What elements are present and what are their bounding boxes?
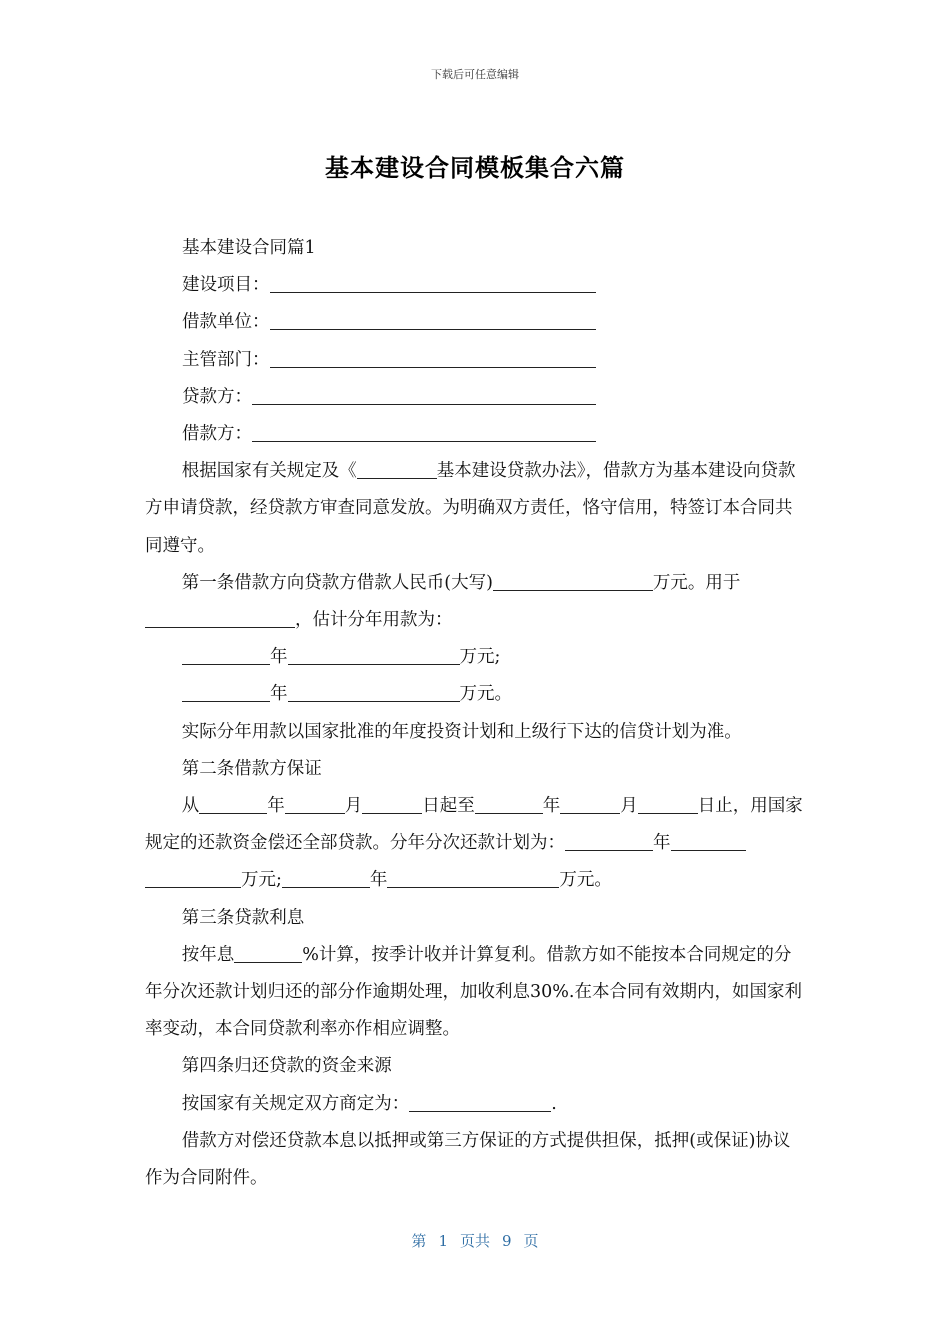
guarantee-paragraph: 借款方对偿还贷款本息以抵押或第三方保证的方式提供担保，抵押(或保证)协议作为合同附件。 <box>145 1130 791 1189</box>
intro-text: 基本建设贷款办法》，借款方为基本建设向贷款方申请贷款，经贷款方审查同意发放。为明确双方责任，恪守信用，特签订本合同共同遵守。 <box>145 461 796 556</box>
blank-line <box>671 833 746 852</box>
article-3-title: 第三条贷款利息 <box>181 907 305 928</box>
article-1-year-line-2 <box>145 676 807 713</box>
article-text: 月 <box>620 796 638 817</box>
blank-line <box>409 1093 551 1112</box>
article-text: 年 <box>369 870 388 891</box>
field-label: 主管部门： <box>182 349 270 370</box>
article-text: 按年息 <box>181 944 235 965</box>
article-text: 日起至 <box>422 796 475 817</box>
blank-line <box>362 796 422 815</box>
article-text: 按国家有关规定双方商定为： <box>181 1093 410 1114</box>
article-text: 万元。 <box>559 870 612 891</box>
blank-line <box>282 870 370 889</box>
article-text: 年 <box>542 796 561 817</box>
field-lender <box>145 379 807 416</box>
blank-line <box>285 796 345 815</box>
blank-line <box>145 870 241 889</box>
blank-line <box>270 349 596 368</box>
document-title: 基本建设合同模板集合六篇 <box>325 154 625 182</box>
article-text: 日止，用国家规定的还款资金偿还全部贷款。分年分次还款计划为： <box>145 796 803 854</box>
blank-line <box>145 610 295 629</box>
year-label: 年 <box>270 647 288 668</box>
article-1 <box>145 565 807 639</box>
blank-line <box>638 796 698 815</box>
page-label: 页 <box>523 1232 539 1250</box>
article-1-year-line-1 <box>145 639 807 676</box>
field-supervising-dept <box>145 342 807 379</box>
article-4-title: 第四条归还贷款的资金来源 <box>181 1056 392 1077</box>
blank-line <box>182 647 270 666</box>
page-label: 页共 <box>459 1232 490 1250</box>
header-note: 下载后可任意编辑 <box>431 68 519 81</box>
article-text: 年 <box>267 796 285 817</box>
blank-line <box>565 833 653 852</box>
field-construction-project <box>145 267 807 304</box>
blank-line <box>252 386 596 405</box>
article-text: 从 <box>181 796 200 817</box>
page-footer <box>0 1230 950 1251</box>
page-current: 1 <box>438 1232 448 1250</box>
article-text: 月 <box>344 796 363 817</box>
article-text: 万元。用于 <box>652 572 741 593</box>
article-text: . <box>551 1093 557 1114</box>
blank-line <box>493 572 653 591</box>
amount-unit: 万元; <box>459 647 501 668</box>
article-text: ，估计分年用款为： <box>295 610 453 631</box>
article-1-note: 实际分年用款以国家批准的年度投资计划和上级行下达的信贷计划为准。 <box>181 721 742 742</box>
blank-line <box>270 312 596 331</box>
intro-text: 根据国家有关规定及《 <box>181 461 357 482</box>
page-label: 第 <box>411 1232 427 1250</box>
blank-line <box>288 647 460 666</box>
field-borrowing-unit <box>145 304 807 341</box>
blank-line <box>357 461 437 480</box>
field-borrower <box>145 416 807 453</box>
article-2-body <box>145 788 807 900</box>
page-total: 9 <box>502 1232 512 1250</box>
article-text: 万元; <box>241 870 282 891</box>
field-label: 借款方： <box>182 424 252 445</box>
field-label: 建设项目： <box>182 275 270 296</box>
field-label: 借款单位： <box>182 312 270 333</box>
blank-line <box>560 796 620 815</box>
article-text: 年 <box>653 833 671 854</box>
article-2-title: 第二条借款方保证 <box>181 758 322 779</box>
field-label: 贷款方： <box>182 386 252 407</box>
year-label: 年 <box>270 684 288 705</box>
document-body <box>145 230 807 1197</box>
section-heading: 基本建设合同篇1 <box>182 238 316 258</box>
intro-paragraph <box>145 453 807 565</box>
amount-unit: 万元。 <box>459 684 512 705</box>
blank-line <box>270 275 596 294</box>
blank-line <box>288 684 460 703</box>
blank-line <box>234 944 302 963</box>
blank-line <box>182 684 270 703</box>
article-3-body <box>145 937 807 1049</box>
article-text: %计算，按季计收并计算复利。借款方如不能按本合同规定的分年分次还款计划归还的部分作逾期处理，加收利息30%.在本合同有效期内，如国家利率变动，本合同贷款利率亦作相应调整。 <box>145 944 802 1040</box>
blank-line <box>199 796 267 815</box>
blank-line <box>387 870 559 889</box>
blank-line <box>475 796 543 815</box>
article-4-body <box>145 1086 807 1123</box>
article-text: 第一条借款方向贷款方借款人民币(大写) <box>181 572 493 593</box>
blank-line <box>252 424 596 443</box>
